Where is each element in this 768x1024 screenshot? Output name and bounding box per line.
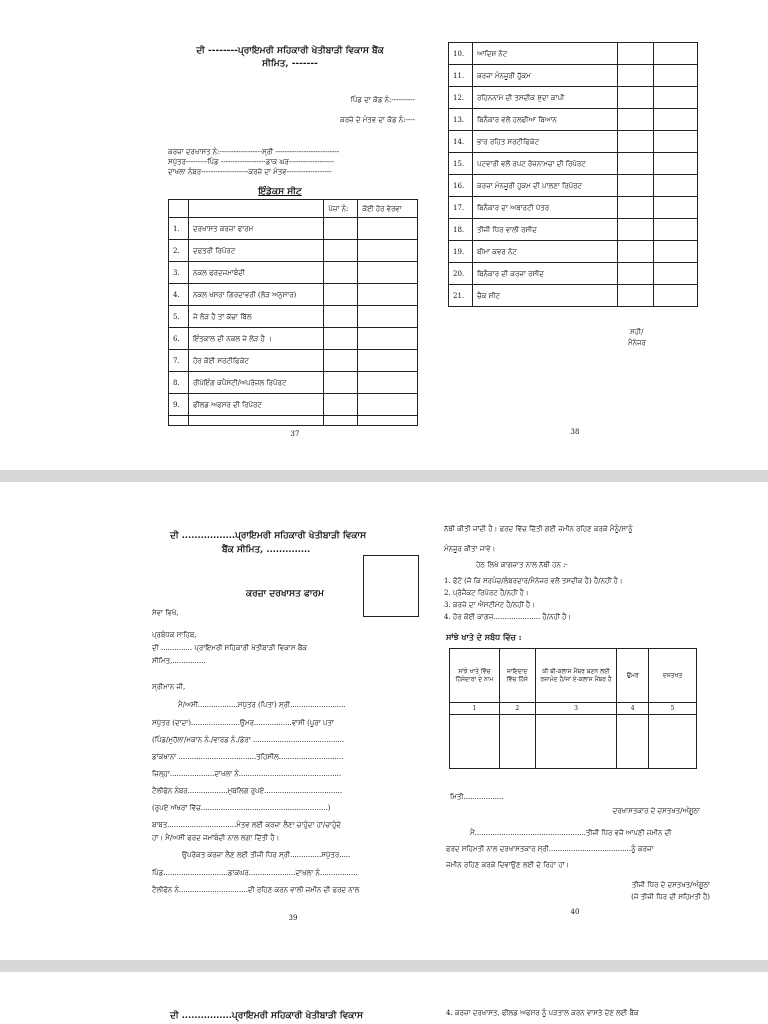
bank-title-line2: ਸੀਮਿਤ, -------	[262, 59, 318, 69]
form-line: ਉਪਰੋਕਤ ਕਰਜ਼ਾ ਲੈਣ ਲਈ ਤੀਜੀ ਧਿਰ ਸ੍ਰੀ..............ਸਪੁੱਤਰ.....	[182, 851, 351, 859]
row-label: ਪਟਵਾਰੀ ਵਲੋਂ ਰਪਟ ਰੋਜ਼ਨਾਮਚਾ ਦੀ ਰਿਪੋਰਟ	[472, 153, 617, 175]
page-number: 37	[290, 430, 300, 438]
sheet-pages-41-42	[0, 972, 768, 1024]
bank-title: ਦੀ .................ਪ੍ਰਾਇਮਰੀ ਸਹਿਕਾਰੀ ਖੇਤੀਬਾੜੀ ਵਿਕਾਸ	[170, 531, 367, 541]
row-number: 12.	[449, 87, 473, 109]
consent-line: ਫਰਦ ਸਹਿਮਤੀ ਨਾਲ ਦਰਖਾਸਤਕਾਰ ਸ੍ਰੀ.....................................ਨੂੰ ਕਰਜ਼ਾ	[446, 845, 654, 853]
form-line: ਪਿੰਡ.............................ਡਾਕਘਰ.....................ਦਾਖਲਾ ਨੰ.................	[152, 869, 358, 877]
row-number: 18.	[449, 219, 473, 241]
row-label: ਹੋਰ ਕੋਈ ਸਰਟੀਫਿਕੇਟ	[188, 350, 323, 372]
form-line: ਸੀਮਿਤ,...............	[152, 657, 206, 665]
application-field: ਸਪੁੱਤਰ---------ਪਿੰਡ -------------------ਡਾਕ ਘਰ-------------------	[168, 158, 334, 166]
row-label: ਦਫਤਰੀ ਰਿਪੋਰਟ	[188, 240, 323, 262]
col-page: ਪੇਜ਼ਾ ਨੰ:	[324, 200, 358, 218]
col-number: 4	[617, 703, 649, 715]
form-title: ਕਰਜ਼ਾ ਦਰਖਾਸਤ ਫਾਰਮ	[246, 589, 324, 599]
form-line: ਟੈਲੀਫੋਨ ਨੰ...............................ਦੀ ਰਹਿਣ ਕਰਨ ਵਾਲੀ ਜ਼ਮੀਨ ਦੀ ਫਰਦ ਨਾਲ	[152, 886, 360, 894]
row-number: 21.	[449, 285, 473, 307]
row-number: 15.	[449, 153, 473, 175]
date-field: ਮਿਤੀ..................	[450, 793, 504, 801]
row-label: ਫੀਲਡ ਅਫਸਰ ਦੀ ਰਿਪੋਰਟ	[188, 394, 323, 416]
form-line: ਸ੍ਰੀਮਾਨ ਜੀ,	[152, 683, 186, 691]
manager-label: ਮੈਨੇਜਰ	[628, 339, 646, 347]
joint-account-table	[449, 648, 697, 769]
row-label: ਨਕਲ ਫਰਦਜਮਾਬੰਦੀ	[188, 262, 323, 284]
third-party-note: (ਜੇ ਤੀਜੀ ਧਿਰ ਦੀ ਸਹਿਮਤੀ ਹੈ)	[631, 893, 710, 901]
col-age: ਉਮਰ	[617, 649, 649, 703]
col-remark: ਕੋਈ ਹੋਰ ਵੇਰਵਾ	[358, 200, 418, 218]
sheet-pages-39-40	[0, 482, 768, 960]
row-number: 1.	[169, 218, 189, 240]
row-number: 3.	[169, 262, 189, 284]
row-label: ਦਰਖਾਸਤ ਕਰਜ਼ਾ ਫਾਰਮ	[188, 218, 323, 240]
paragraph: ਨੱਥੀ ਕੀਤੀ ਜਾਂਦੀ ਹੈ। ਫਰਦ ਵਿੱਚ ਦਿੱਤੀ ਗਈ ਜ਼ਮੀਨ ਰਹਿਣ ਕਰਕੇ ਮੈਨੂੰ/ਸਾਨੂੰ	[444, 525, 633, 533]
col-membership: ਕੀ ਬੀ-ਕਲਾਸ ਮੈਂਬਰ ਬਣਨ ਲਈ ਰਜ਼ਾਮੰਦ ਹੈ/ਜਾਂ ਏ-ਕਲਾਸ ਮੈਂਬਰ ਹੈ	[535, 649, 617, 703]
joint-account-heading: ਸਾਂਝੇ ਖਾਤੇ ਦੇ ਸਬੰਧ ਵਿੱਚ :	[446, 632, 522, 642]
bank-title-line2: ਬੈਂਕ ਸੀਮਿਤ, ..............	[222, 545, 311, 555]
row-label: ਬਿਨੈਕਾਰ ਵਲੋਂ ਹਲਫੀਆ ਬਿਆਨ	[472, 109, 617, 131]
form-line: (ਪਿੰਡ/ਮੁਹੱਲਾ/ਮਕਾਨ ਨੰ./ਵਾਰਡ ਨੰ./ਡੇਰਾ .........................................	[152, 736, 345, 744]
form-line: ਟੈਲੀਫੋਨ ਨੰਬਰ..................ਮੁਬਲਿਗ ਰੁਪਏ...................................	[152, 787, 343, 795]
row-number: 19.	[449, 241, 473, 263]
col-number: 2	[499, 703, 535, 715]
index-sheet-heading: ਇੰਡੇਕਸ ਸੀਟ	[258, 187, 302, 197]
row-number: 6.	[169, 328, 189, 350]
application-field: ਕਰਜ਼ਾ ਦਰਖਾਸਤ ਨੰ:------------------ਸ੍ਰੀ ---------------------------	[168, 148, 340, 156]
col-number: 1	[450, 703, 500, 715]
consent-line: ਜ਼ਮੀਨ ਰਹਿਣ ਕਰਕੇ ਦਿਵਾਉਣ ਲਈ ਦੇ ਰਿਹਾ ਹਾਂ।	[446, 861, 570, 869]
instruction-line: 4. ਕਰਜ਼ਾ ਦਰਖਾਸਤ, ਫੀਲਡ ਅਫਸਰ ਨੂੰ ਪੜਤਾਲ ਕਰਨ ਵਾਸਤੇ ਦੇਣ ਲਈ ਬੈਂਕ	[446, 1009, 639, 1017]
row-number: 4.	[169, 284, 189, 306]
bank-title: ਦੀ --------ਪ੍ਰਾਇਮਰੀ ਸਹਿਕਾਰੀ ਖੇਤੀਬਾੜੀ ਵਿਕਾਸ ਬੈਂਕ	[196, 46, 384, 56]
col-number: 5	[649, 703, 697, 715]
third-party-signature: ਤੀਜੀ ਧਿਰ ਦੇ ਦਸਤਖਤ/ਅੰਗੂਠਾ	[631, 881, 710, 889]
form-line: ਦੀ .............. ਪ੍ਰਾਇਮਰੀ ਸਹਿਕਾਰੀ ਖੇਤੀਬਾੜੀ ਵਿਕਾਸ ਬੈਂਕ	[152, 644, 307, 652]
form-line: ਜ਼ਿਲ੍ਹਾ....................ਦਾਖਲਾ ਨੰ..............................................	[152, 770, 342, 778]
page-gap	[0, 470, 768, 482]
row-label: ਕਰਜ਼ਾ ਮੰਨਜ਼ੂਰੀ ਹੁੱਕਮ	[472, 65, 617, 87]
col-property-share: ਜਾਇਦਾਦ ਵਿੱਚ ਹਿੱਸੇ	[499, 649, 535, 703]
row-label: ਬਿਨੈਕਾਰ ਦਾ ਅਥਾਰਟੀ ਪੱਤਰ	[472, 197, 617, 219]
row-label: ਚੈਕ ਸ਼ੀਟ	[472, 285, 617, 307]
row-number: 7.	[169, 350, 189, 372]
attached-item: 3. ਕਰਜ਼ੇ ਦਾ ਐਸਟੀਮੇਟ ਹੈ/ਨਹੀਂ ਹੈ।	[444, 601, 535, 609]
row-number: 9.	[169, 394, 189, 416]
col-shareholder-names: ਸਾਂਝੇ ਖਾਤੇ ਵਿੱਚ ਹਿੱਸੇਦਾਰਾਂ ਦੇ ਨਾਮ	[450, 649, 500, 703]
applicant-signature: ਦਰਖਾਸਤਕਾਰ ਦੇ ਦਸਤਖਤ/ਅੰਗੂਠਾ	[612, 807, 700, 815]
row-label: ਨਕਲ ਖਸਰਾ ਗਿਰਦਾਵਰੀ (ਲੋੜ ਅਨੁਸਾਰ)	[188, 284, 323, 306]
page-number: 40	[570, 908, 580, 916]
row-number: 10.	[449, 43, 473, 65]
row-label: ਬਿਨੈਕਾਰ ਦੀ ਕਰਜ਼ਾ ਰਸੀਦ	[472, 263, 617, 285]
form-line: ਬਾਬਤ...............................ਮੰਤਵ ਲਈ ਕਰਜ਼ਾ ਲੈਣਾ ਚਾਹੁੰਦਾ ਹਾਂ/ਚਾਹੁੰਦੇ	[152, 821, 341, 829]
attached-heading: ਹੇਠ ਲਿਖੇ ਕਾਗਜ਼ਾਤ ਨਾਲ ਨੱਥੀ ਹਨ :-	[476, 561, 568, 569]
row-label: ਇੰਤਕਾਲ ਦੀ ਨਕਲ ਜੇ ਲੋੜ ਹੈ ।	[188, 328, 323, 350]
loan-purpose-code: ਕਰਜ਼ੇ ਦੇ ਮੰਤਵ ਦਾ ਕੋਡ ਨੰ:----	[339, 116, 415, 124]
form-line: ਮੈਂ/ਅਸੀਂ..................ਸਪੁੱਤਰ (ਪਿਤਾ) ਸ੍ਰੀ.........................	[178, 701, 346, 709]
index-table-38	[448, 42, 698, 307]
village-code: ਪਿੰਡ ਦਾ ਕੋਡ ਨੰ:----------	[350, 96, 415, 104]
application-field: ਦਾਖਲਾ ਨੰਬਰ--------------------ਕਰਜ਼ੇ ਦਾ ਮੰਤਵ-------------------	[168, 168, 332, 176]
row-label: ਜੇ ਲੋੜ ਹੈ ਤਾਂ ਕੱਚਾ ਬਿੱਲ	[188, 306, 323, 328]
signature-label: ਸਹੀ/	[630, 328, 644, 336]
row-number: 2.	[169, 240, 189, 262]
bank-title: ਦੀ ................ਪ੍ਰਾਇਮਰੀ ਸਹਿਕਾਰੀ ਖੇਤੀਬਾੜੀ ਵਿਕਾਸ	[170, 1011, 363, 1021]
form-line: ਹਾਂ। ਮੈਂ/ਅਸੀਂ ਫਰਦ ਜਮਾਂਬੰਦੀ ਨਾਲ ਲਗਾ ਦਿੱਤੀ ਹੈ।	[152, 834, 280, 842]
form-line: ਪ੍ਰਬੰਧਕ ਸਾਹਿਬ,	[152, 631, 197, 639]
row-label: ਬੀਮਾ ਕਵਰ ਨੋਟ	[472, 241, 617, 263]
page-number: 39	[288, 914, 298, 922]
page-number: 38	[570, 428, 580, 436]
row-number: 14.	[449, 131, 473, 153]
row-number: 16.	[449, 175, 473, 197]
sheet-pages-37-38	[0, 0, 768, 470]
row-number: 11.	[449, 65, 473, 87]
row-number: 20.	[449, 263, 473, 285]
page-gap	[0, 960, 768, 972]
row-label: ਆਦਿਸ਼ ਨੋਟ	[472, 43, 617, 65]
row-number: 5.	[169, 306, 189, 328]
row-number: 17.	[449, 197, 473, 219]
attached-item: 1. ਫੋਟੋ (ਜੋ ਕਿ ਸਰਪੰਚ/ਲੰਬਰਦਾਰ/ਮੈਨੇਜਰ ਵਲੋਂ ਤਸਦੀਕ ਹੈ) ਹੈ/ਨਹੀਂ ਹੈ।	[444, 577, 623, 585]
form-line: ਡਾਕਖਾਨਾ ...................................ਤਹਿਸੀਲ.............................	[152, 753, 344, 761]
form-line: ਸਪੁੱਤਰ (ਦਾਦਾ)......................ਉਮਰ.................ਵਾਸੀ (ਪੂਰਾ ਪਤਾ	[152, 719, 334, 727]
row-number: 13.	[449, 109, 473, 131]
attached-item: 4. ਹੋਰ ਕੋਈ ਕਾਗਜ਼..................... ਹੈ/ਨਹੀਂ ਹੈ।	[444, 613, 572, 621]
attached-item: 2. ਪ੍ਰੋਜੈਕਟ ਰਿਪੋਰਟ ਹੈ/ਨਹੀਂ ਹੈ।	[444, 589, 529, 597]
col-number: 3	[535, 703, 617, 715]
row-label: ਤੀਜੀ ਧਿਰ ਵਾਲੀ ਰਸੀਦ	[472, 219, 617, 241]
index-table-37	[168, 199, 418, 426]
form-line: ਸੇਵਾ ਵਿਖੇ,	[152, 609, 179, 617]
row-label: ਭਾਰ ਰਹਿਤ ਸਰਟੀਫਿਕੇਟ	[472, 131, 617, 153]
row-label: ਰਹਿਨਨਾਮੇ ਦੀ ਤਸਦੀਕ ਸ਼ੁਦਾ ਕਾਪੀ	[472, 87, 617, 109]
form-line: (ਰੁਪਏ ਅੱਖਰਾਂ ਵਿੱਚ.........................................................)	[152, 804, 331, 812]
paragraph: ਮੰਨਜ਼ੂਰ ਕੀਤਾ ਜਾਵੇ।	[444, 545, 496, 553]
row-label: ਰੀਪੇਇੰਗ ਕਪੈਸਟੀ/ਅਪਰੇਜ਼ਲ ਰਿਪੋਰਟ	[188, 372, 323, 394]
row-label: ਕਰਜ਼ਾ ਮੰਨਜ਼ੂਰੀ ਹੁਕਮ ਦੀ ਪਾਲਣਾ ਰਿਪੋਰਟ	[472, 175, 617, 197]
col-signature: ਦਸਤਖਤ	[649, 649, 697, 703]
consent-line: ਮੈਂ..................................................ਤੀਜੀ ਧਿਰ ਵਜੋਂ ਆਪਣੀ ਜ਼ਮੀਨ ਦੀ	[470, 829, 672, 837]
row-number: 8.	[169, 372, 189, 394]
